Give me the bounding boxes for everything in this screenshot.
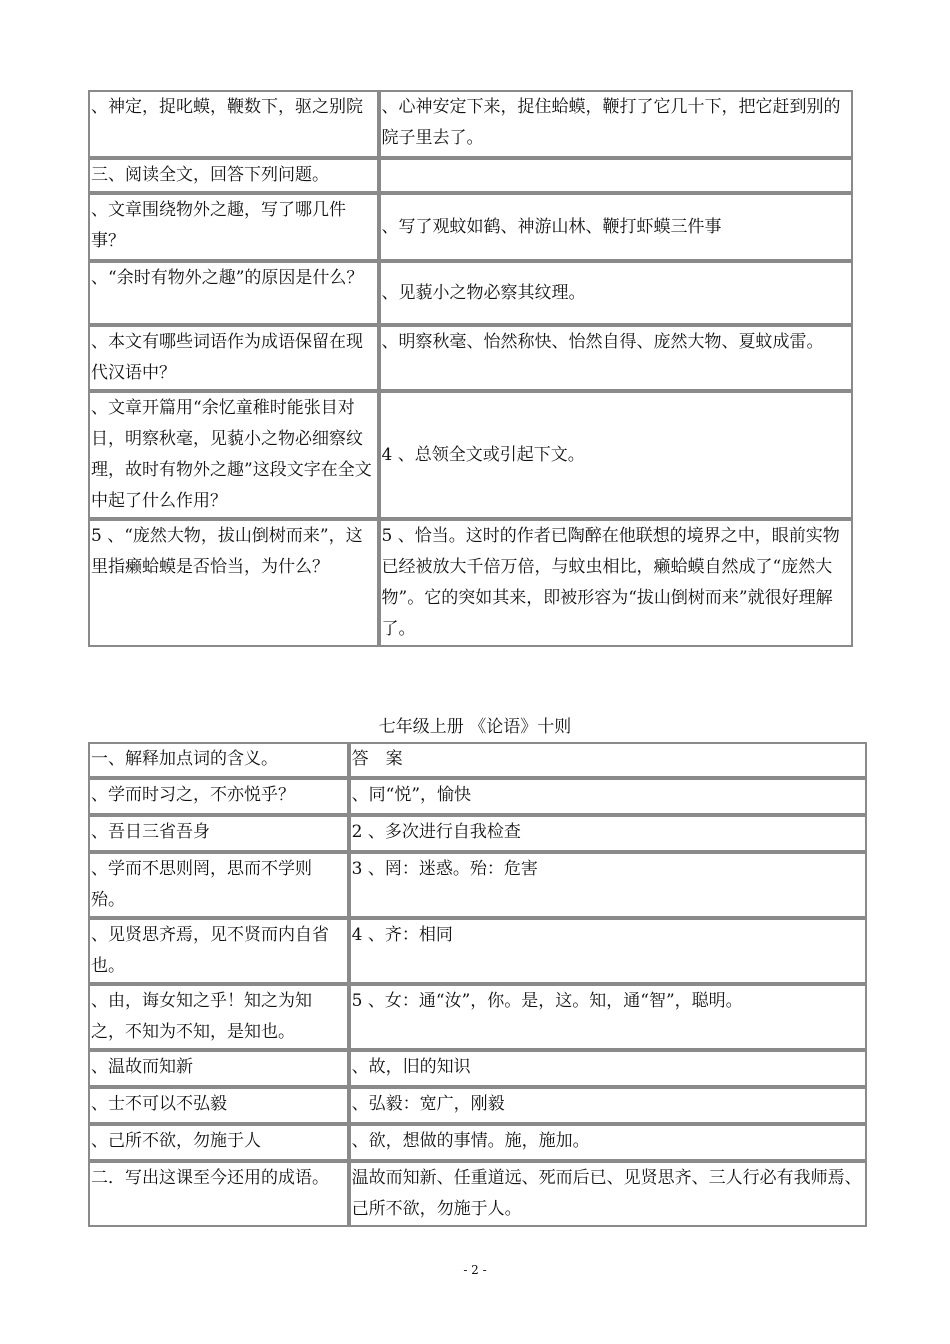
section-heading-cell: 三、阅读全文，回答下列问题。: [88, 158, 379, 193]
section-title: 七年级上册 《论语》十则: [378, 717, 572, 737]
question-cell: 、吾日三省吾身: [88, 815, 349, 852]
question-cell: 二．写出这课至今还用的成语。: [88, 1161, 349, 1227]
question-cell: 、由，诲女知之乎！知之为知之，不知为不知，是知也。: [88, 984, 349, 1050]
question-cell: 、本文有哪些词语作为成语保留在现代汉语中？: [88, 325, 379, 391]
table-row: [88, 325, 853, 391]
header-question-cell: 一、解释加点词的含义。: [88, 742, 349, 778]
question-cell: 、文章围绕物外之趣，写了哪几件事？: [88, 193, 379, 261]
question-cell: 、己所不欲，勿施于人: [88, 1124, 349, 1161]
table-row: [88, 918, 867, 984]
answer-cell: 、同“悦”，愉快: [349, 778, 867, 815]
question-cell: 、学而不思则罔，思而不学则殆。: [88, 852, 349, 918]
answer-cell: 、见藐小之物必察其纹理。: [379, 261, 853, 325]
table-row: [88, 158, 853, 193]
header-answer-cell: 答 案: [349, 742, 867, 778]
answer-cell: 4 、齐：相同: [349, 918, 867, 984]
answer-cell: [379, 158, 853, 193]
table-row: [88, 193, 853, 261]
answer-cell: 5 、恰当。这时的作者已陶醉在他联想的境界之中，眼前实物已经被放大千倍万倍，与蚊虫相比，癞蛤蟆自然成了“庞然大物”。它的突如其来，即被形容为“拔山倒树而来”就很好理解了。: [379, 519, 853, 647]
answer-cell: 、明察秋毫、怡然称快、怡然自得、庞然大物、夏蚊成雷。: [379, 325, 853, 391]
table-header-row: [88, 742, 867, 778]
table-row: [88, 815, 867, 852]
table-row: [88, 778, 867, 815]
question-cell: 、温故而知新: [88, 1050, 349, 1087]
reading-table: [88, 90, 853, 647]
question-cell: 、见贤思齐焉，见不贤而内自省也。: [88, 918, 349, 984]
question-cell: 、“余时有物外之趣”的原因是什么？: [88, 261, 379, 325]
table-row: [88, 1087, 867, 1124]
table-row: [88, 519, 853, 647]
table-row: [88, 852, 867, 918]
table-row: [88, 1050, 867, 1087]
answer-cell: 、欲，想做的事情。施，施加。: [349, 1124, 867, 1161]
question-cell: 、士不可以不弘毅: [88, 1087, 349, 1124]
answer-cell: 、故，旧的知识: [349, 1050, 867, 1087]
answer-cell: 温故而知新、任重道远、死而后已、见贤思齐、三人行必有我师焉、己所不欲，勿施于人。: [349, 1161, 867, 1227]
table-row: [88, 391, 853, 519]
answer-cell: 5 、女：通“汝”，你。是，这。知，通“智”，聪明。: [349, 984, 867, 1050]
lunyu-table: [88, 742, 867, 1227]
question-cell: 5 、“庞然大物，拔山倒树而来”，这里指癞蛤蟆是否恰当，为什么？: [88, 519, 379, 647]
answer-cell: 、心神安定下来，捉住蛤蟆，鞭打了它几十下，把它赶到别的院子里去了。: [379, 90, 853, 158]
answer-cell: 、写了观蚊如鹤、神游山林、鞭打虾蟆三件事: [379, 193, 853, 261]
question-cell: 、学而时习之，不亦悦乎？: [88, 778, 349, 815]
table-row: [88, 1161, 867, 1227]
table-row: [88, 90, 853, 158]
question-cell: 、神定，捉叱蟆，鞭数下，驱之别院: [88, 90, 379, 158]
question-cell: 、文章开篇用“余忆童稚时能张目对日，明察秋毫，见藐小之物必细察纹理，故时有物外之趣”这段文字在全文中起了什么作用？: [88, 391, 379, 519]
answer-cell: 2 、多次进行自我检查: [349, 815, 867, 852]
table-row: [88, 1124, 867, 1161]
answer-cell: 、弘毅：宽广，刚毅: [349, 1087, 867, 1124]
table-row: [88, 261, 853, 325]
answer-cell: 4 、总领全文或引起下文。: [379, 391, 853, 519]
page-number: - 2 -: [463, 1263, 487, 1277]
answer-cell: 3 、罔：迷惑。殆：危害: [349, 852, 867, 918]
table-row: [88, 984, 867, 1050]
